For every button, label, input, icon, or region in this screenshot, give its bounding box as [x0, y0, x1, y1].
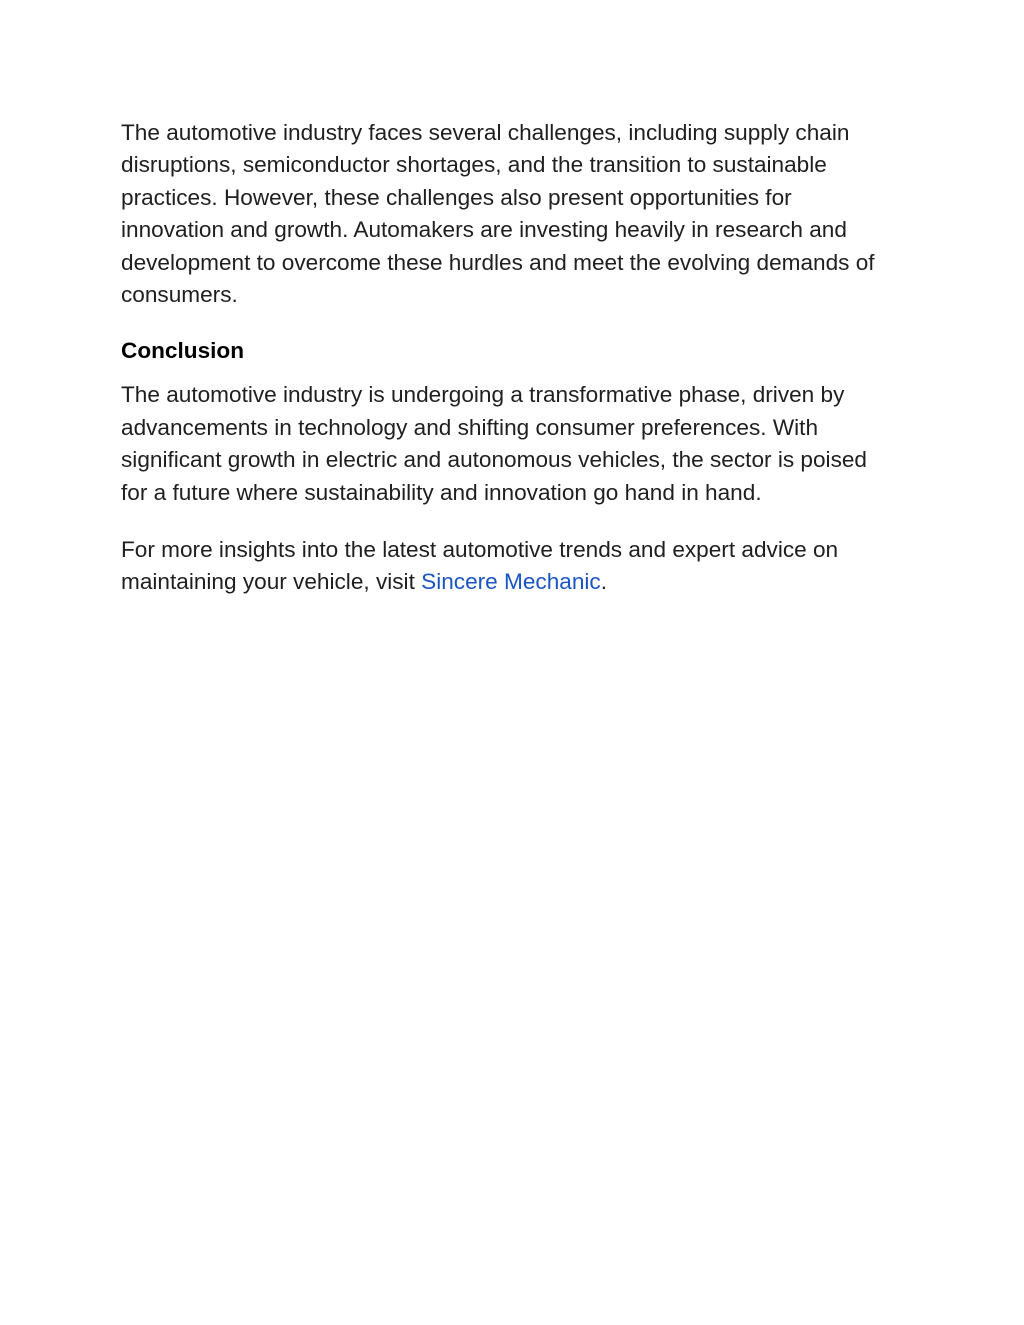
paragraph-insights-text: For more insights into the latest automotive trends and expert advice on maintaining your vehicle, visit: [121, 537, 839, 595]
sincere-mechanic-link[interactable]: Sincere Mechanic: [421, 569, 601, 595]
document-body: [121, 117, 911, 599]
section-heading-conclusion: Conclusion: [121, 338, 245, 364]
paragraph-conclusion: The automotive industry is undergoing a transformative phase, driven by advancements in technology and shifting consumer preferences. With significant growth in electric and autonomous vehicles, the sector is poised for a future where sustainability and innovation go hand in hand.: [121, 382, 867, 505]
paragraph-challenges: The automotive industry faces several challenges, including supply chain disruptions, semiconductor shortages, and the transition to sustainable practices. However, these challenges also present opportunities for innovation and growth. Automakers are investing heavily in research and development to overcome these hurdles and meet the evolving demands of consumers.: [121, 120, 875, 308]
paragraph-insights-end: .: [600, 569, 608, 595]
paragraph-insights: [121, 534, 911, 599]
